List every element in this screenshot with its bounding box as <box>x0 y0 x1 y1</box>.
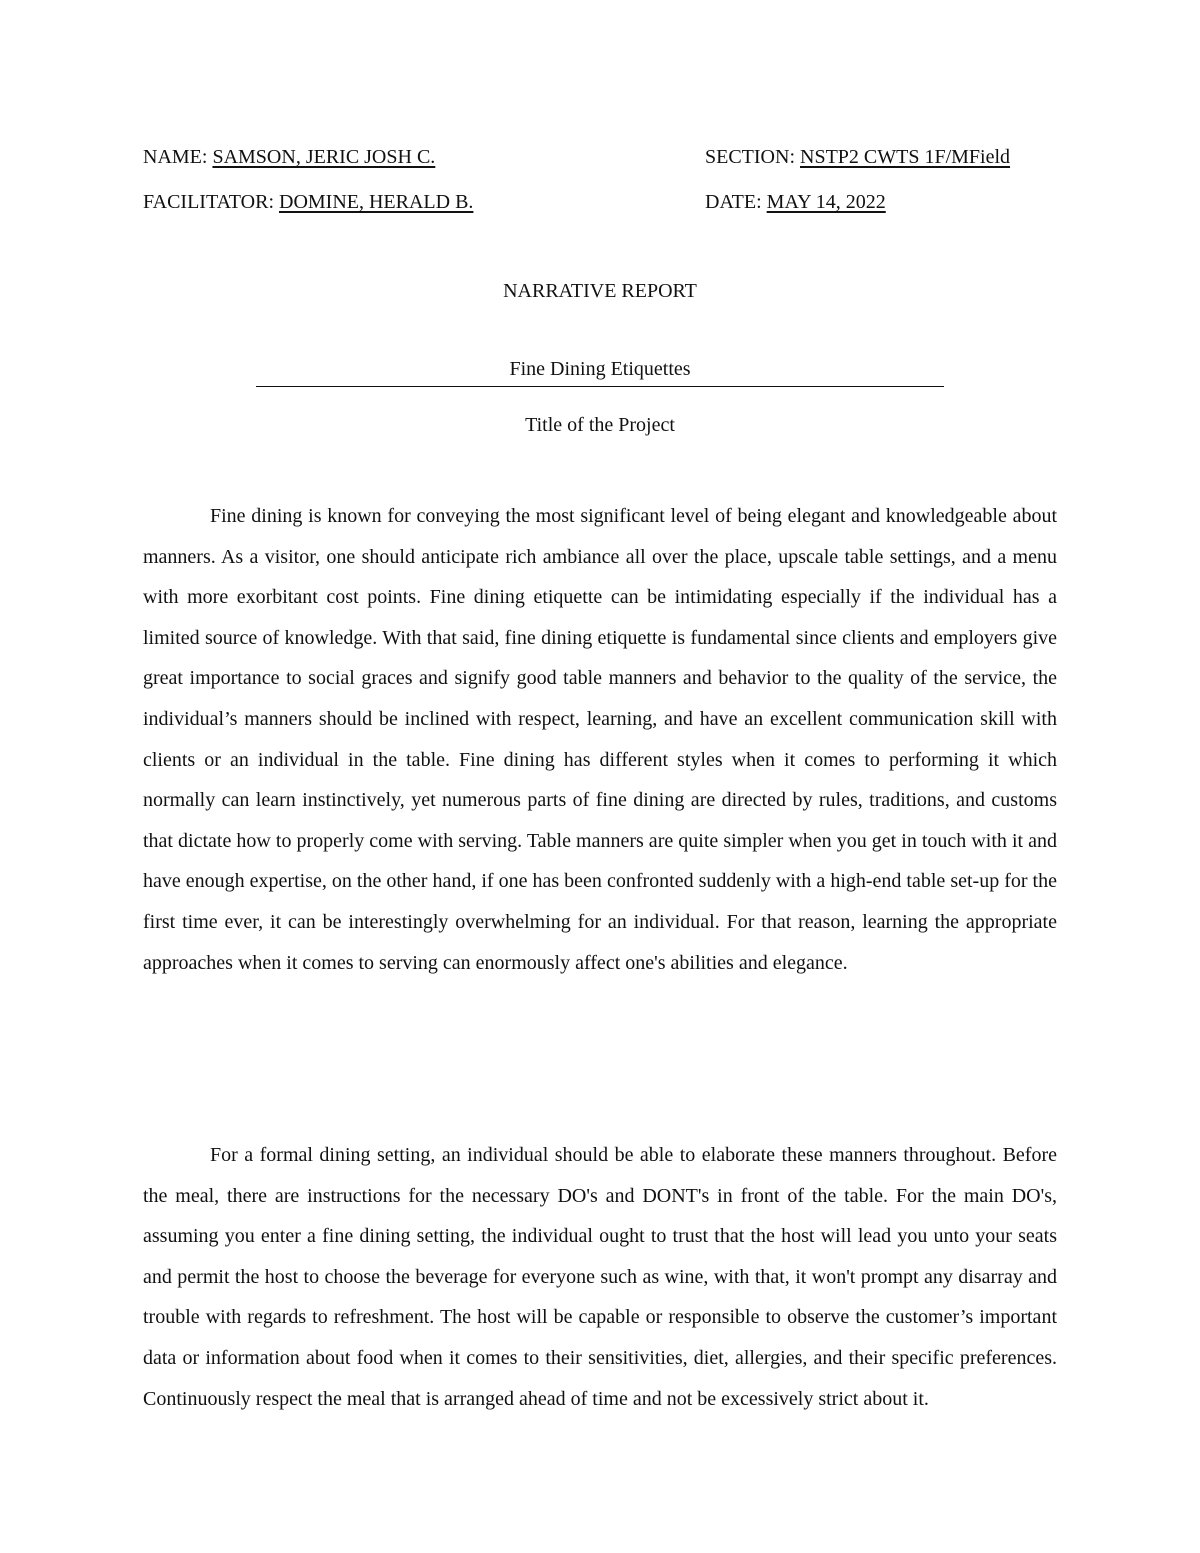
section-label: SECTION: <box>705 146 795 168</box>
project-title: Fine Dining Etiquettes <box>509 358 691 380</box>
body-paragraph-2: For a formal dining setting, an individual should be able to elaborate these manners throughout. Before the meal, there are instructions for the necessary DO's and DONT's in front of the table. For the main DO's, assuming you enter a fine dining setting, the individual ought to trust that the host will lead you unto your seats and permit the host to choose the beverage for everyone such as wine, with that, it won't prompt any disarray and trouble with regards to refreshment. The host will be capable or responsible to observe the customer’s important data or information about food when it comes to their sensitivities, diet, allergies, and their specific preferences. Continuously respect the meal that is arranged ahead of time and not be excessively strict about it. <box>143 1144 1057 1410</box>
facilitator-label: FACILITATOR: <box>143 191 274 213</box>
body-paragraph-1: Fine dining is known for conveying the most significant level of being elegant and knowledgeable about manners. As a visitor, one should anticipate rich ambiance all over the place, upscale table settings, and a menu with more exorbitant cost points. Fine dining etiquette can be intimidating especially if the individual has a limited source of knowledge. With that said, fine dining etiquette is fundamental since clients and employers give great importance to social graces and signify good table manners and behavior to the quality of the service, the individual’s manners should be inclined with respect, learning, and have an excellent communication skill with clients or an individual in the table. Fine dining has different styles when it comes to performing it which normally can learn instinctively, yet numerous parts of fine dining are directed by rules, traditions, and customs that dictate how to properly come with serving. Table manners are quite simpler when you get in touch with it and have enough expertise, on the other hand, if one has been confronted suddenly with a high-end table set-up for the first time ever, it can be interestingly overwhelming for an individual. For that reason, learning the appropriate approaches when it comes to serving can enormously affect one's abilities and elegance. <box>143 505 1057 974</box>
section-value: NSTP2 CWTS 1F/MField <box>800 146 1011 168</box>
name-line <box>143 145 435 169</box>
facilitator-value: DOMINE, HERALD B. <box>279 191 474 213</box>
report-heading: NARRATIVE REPORT <box>503 280 697 302</box>
name-label: NAME: <box>143 146 208 168</box>
project-caption: Title of the Project <box>525 414 675 436</box>
name-value: SAMSON, JERIC JOSH C. <box>212 146 436 168</box>
title-rule <box>256 386 944 387</box>
date-label: DATE: <box>705 191 762 213</box>
section-line <box>705 145 1010 169</box>
date-value: MAY 14, 2022 <box>766 191 886 213</box>
date-line <box>705 190 886 214</box>
facilitator-line <box>143 190 473 214</box>
